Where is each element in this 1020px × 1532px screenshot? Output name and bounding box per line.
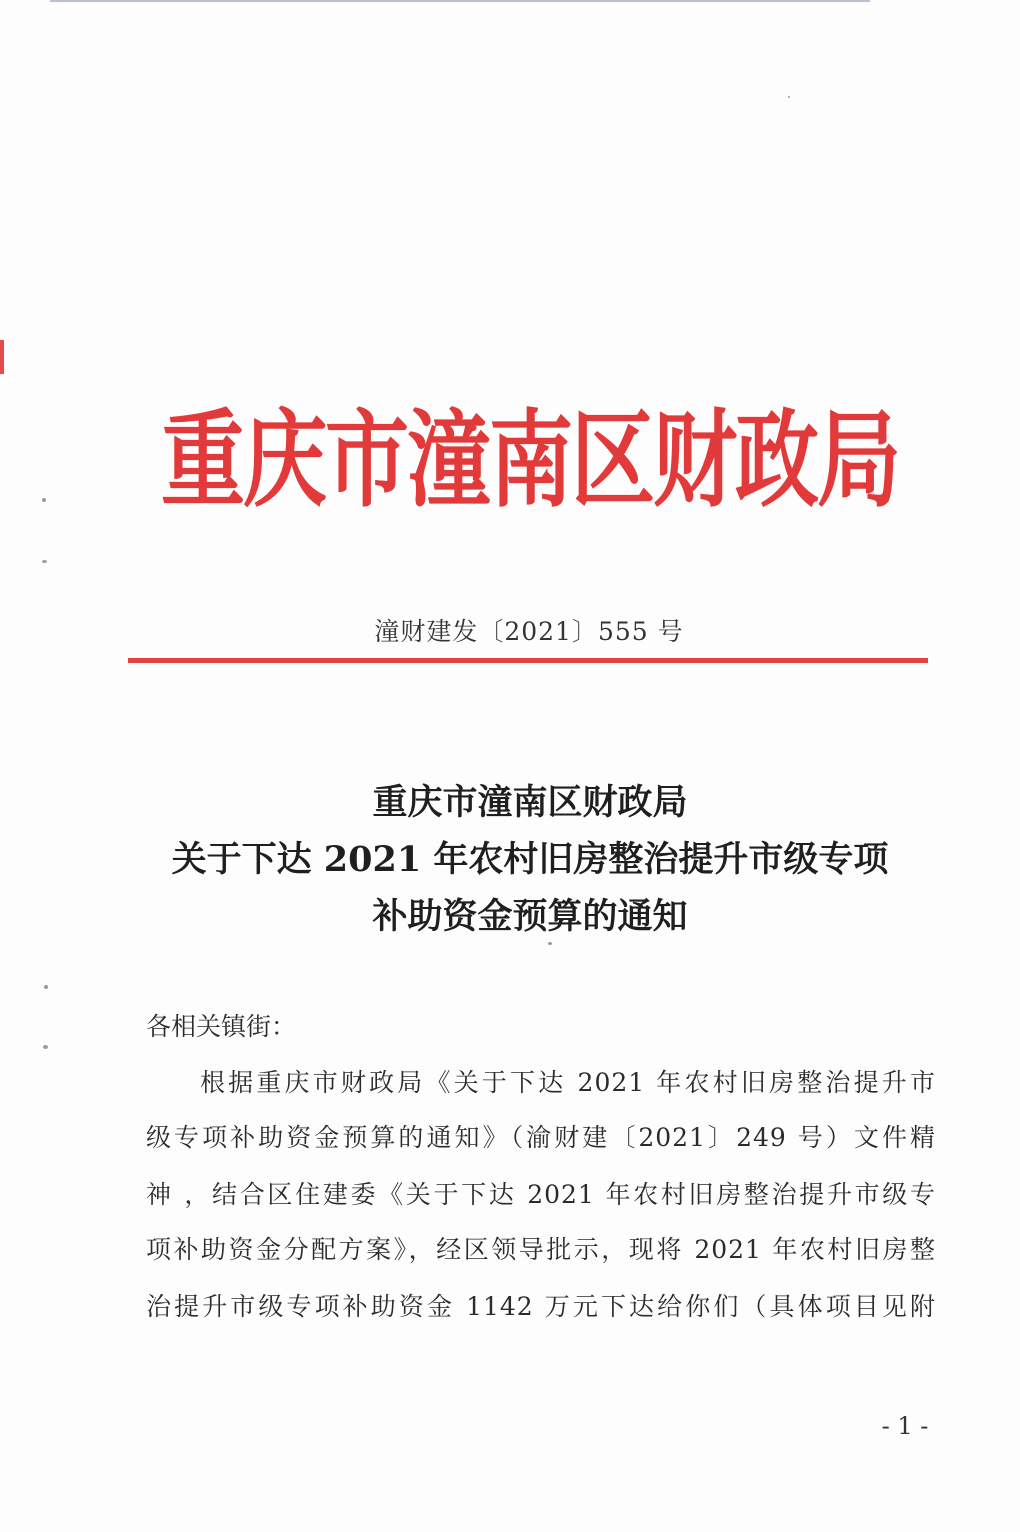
body-line: 级专项补助资金预算的通知》（渝财建〔2021〕249 号）文件精 — [146, 1123, 936, 1152]
scan-speck — [44, 985, 48, 989]
scan-speck — [43, 1045, 48, 1049]
scan-speck — [788, 96, 790, 98]
body-line: 治提升市级专项补助资金 1142 万元下达给你们（具体项目见附 — [146, 1292, 936, 1321]
title-line-1: 重庆市潼南区财政局 — [372, 782, 688, 823]
body-line: 神 ，结合区住建委《关于下达 2021 年农村旧房整治提升市级专 — [146, 1180, 936, 1209]
document-number: 潼财建发〔2021〕555 号 — [374, 617, 684, 646]
scan-speck — [42, 560, 47, 563]
page-number: - 1 - — [881, 1412, 929, 1440]
scan-edge-red-mark — [0, 340, 4, 374]
body-line: 项补助资金分配方案》，经区领导批示，现将 2021 年农村旧房整 — [146, 1235, 936, 1264]
agency-header: 重庆市潼南区财政局 — [160, 397, 899, 522]
red-divider-rule — [128, 658, 928, 663]
title-line-3: 补助资金预算的通知 — [372, 896, 688, 937]
body-line: 根据重庆市财政局《关于下达 2021 年农村旧房整治提升市 — [200, 1068, 936, 1097]
title-line-2: 关于下达 2021 年农村旧房整治提升市级专项 — [171, 839, 889, 880]
salutation: 各相关镇街： — [146, 1012, 297, 1041]
scan-speck — [548, 942, 552, 945]
scan-top-edge — [50, 0, 870, 2]
scan-speck — [42, 498, 46, 502]
